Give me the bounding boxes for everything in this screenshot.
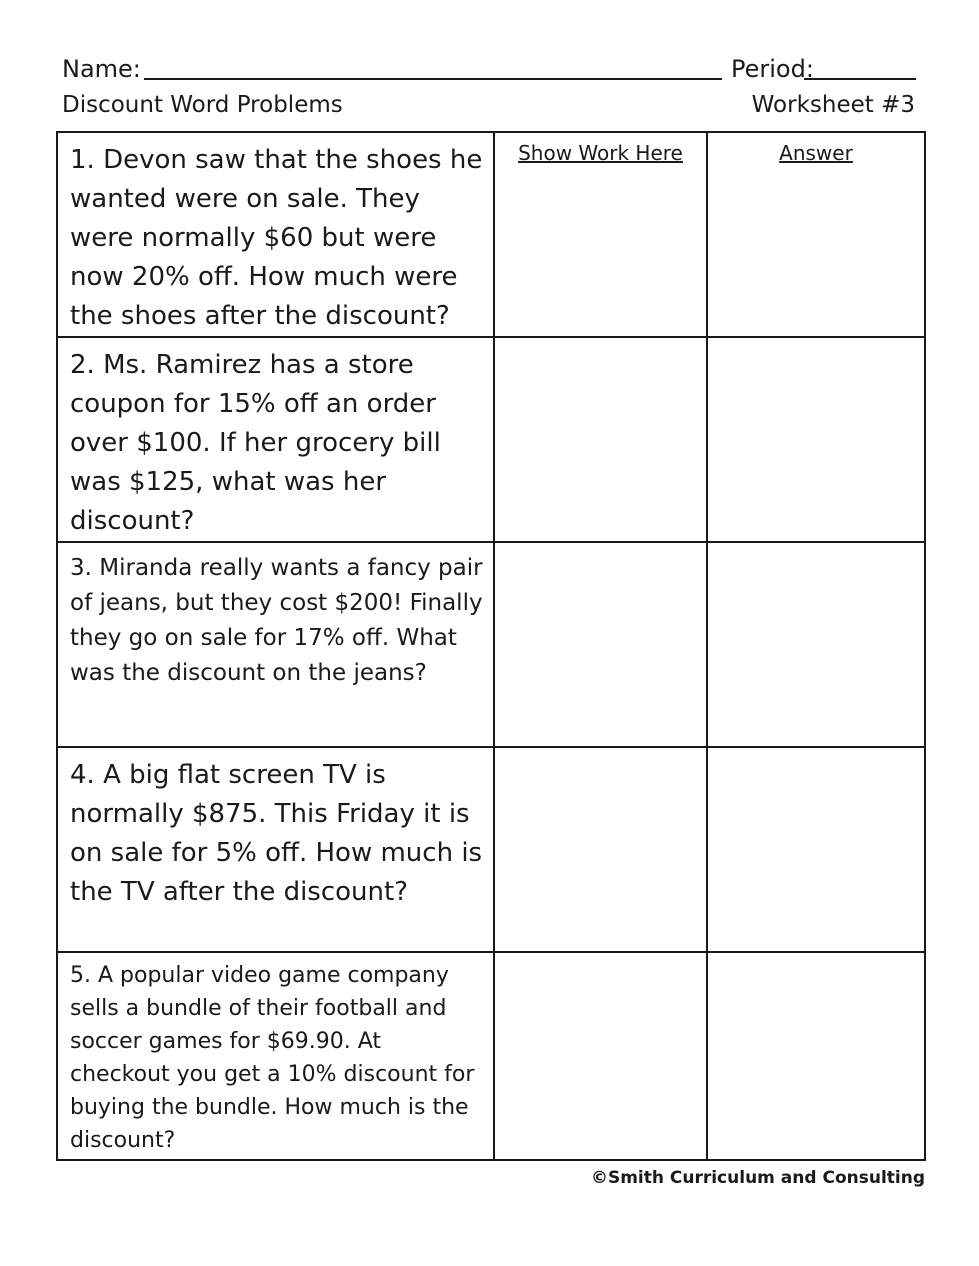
table-row: [57, 747, 925, 952]
problems-table: [56, 131, 926, 1161]
work-cell[interactable]: [494, 337, 707, 542]
work-cell[interactable]: [494, 132, 707, 337]
answer-cell[interactable]: [707, 747, 925, 952]
show-work-header: Show Work Here: [518, 141, 683, 165]
worksheet-title: Discount Word Problems: [62, 92, 343, 118]
table-row: [57, 337, 925, 542]
answer-cell[interactable]: [707, 337, 925, 542]
name-label: Name:: [62, 55, 141, 83]
question-1-text: 1. Devon saw that the shoes he wanted were on sale. They were normally $60 but were now 20% off. How much were the shoes after the discount?: [70, 145, 483, 331]
question-cell: [57, 747, 494, 952]
table-row: [57, 542, 925, 747]
question-4-text: 4. A big flat screen TV is normally $875. This Friday it is on sale for 5% off. How much is the TV after the discount?: [70, 760, 483, 907]
period-label: Period:: [731, 55, 814, 83]
table-row: [57, 952, 925, 1160]
answer-cell[interactable]: [707, 132, 925, 337]
question-5-text: 5. A popular video game company sells a bundle of their football and soccer games for $69.90. At checkout you get a 10% discount for buying the bundle. How much is the discount?: [70, 963, 475, 1153]
period-blank-line[interactable]: [804, 78, 916, 80]
work-cell[interactable]: [494, 542, 707, 747]
work-cell[interactable]: [494, 952, 707, 1160]
work-cell[interactable]: [494, 747, 707, 952]
question-2-text: 2. Ms. Ramirez has a store coupon for 15% off an order over $100. If her grocery bill was $125, what was her discount?: [70, 350, 441, 536]
question-cell: [57, 542, 494, 747]
copyright-footer: ©Smith Curriculum and Consulting: [590, 1168, 925, 1188]
question-cell: [57, 337, 494, 542]
answer-cell[interactable]: [707, 542, 925, 747]
question-cell: [57, 952, 494, 1160]
answer-header: Answer: [779, 141, 853, 165]
question-3-text: 3. Miranda really wants a fancy pair of jeans, but they cost $200! Finally they go on sale for 17% off. What was the discount on the jeans?: [70, 555, 483, 686]
question-cell: [57, 132, 494, 337]
worksheet-number: Worksheet #3: [751, 92, 915, 118]
table-row: [57, 132, 925, 337]
answer-cell[interactable]: [707, 952, 925, 1160]
name-blank-line[interactable]: [144, 78, 722, 80]
